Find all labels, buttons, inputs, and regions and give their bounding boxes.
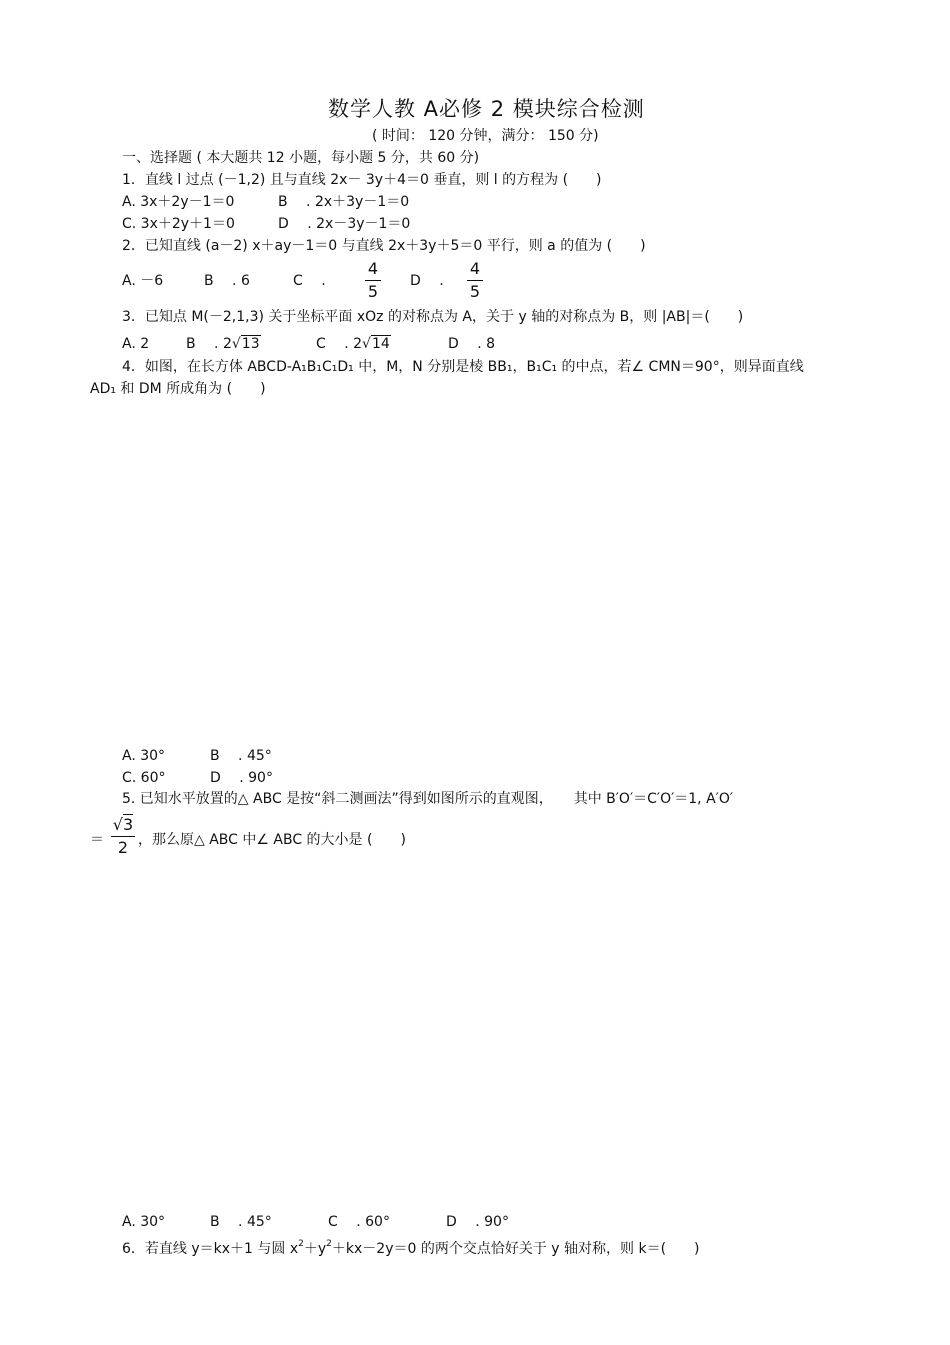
question-1-option-b: B . 2x＋3y－1＝0	[278, 194, 410, 210]
question-2-option-c-fraction	[365, 259, 381, 302]
question-4-option-b: B . 45°	[210, 748, 272, 764]
question-4-stem-line2: AD₁ 和 DM 所成角为 ( )	[90, 381, 266, 397]
question-2-option-c: C .	[293, 273, 326, 289]
question-1-option-c: C. 3x＋2y＋1＝0	[122, 216, 235, 232]
question-5-option-b: B . 45°	[210, 1214, 272, 1230]
option-b-prefix: B . 2	[186, 336, 232, 352]
question-1-option-d: D . 2x－3y－1＝0	[278, 216, 411, 232]
sqrt-radicand: 14	[371, 336, 390, 352]
fraction-bar	[365, 280, 381, 281]
question-1-option-a: A. 3x＋2y－1＝0	[122, 194, 235, 210]
sqrt-14: √14	[362, 336, 390, 352]
question-3-option-a: A. 2	[122, 336, 150, 352]
question-2-option-a: A. －6	[122, 273, 164, 289]
question-3-option-c	[316, 335, 391, 353]
question-4-option-c: C. 60°	[122, 770, 166, 786]
page-title: 数学人教 A必修 2 模块综合检测	[328, 97, 645, 121]
question-5-option-c: C . 60°	[328, 1214, 390, 1230]
superscript: 2	[326, 1239, 332, 1249]
fraction-bar	[111, 836, 135, 837]
question-3-stem: 3．已知点 M(－2,1,3) 关于坐标平面 xOz 的对称点为 A，关于 y 轴的对称点为 B，则 |AB|＝( )	[122, 309, 744, 325]
section-heading: 一、选择题 ( 本大题共 12 小题，每小题 5 分，共 60 分)	[122, 150, 480, 166]
stem-part: 6．若直线 y＝kx＋1 与圆 x	[122, 1241, 299, 1257]
sqrt-13: √13	[231, 336, 260, 352]
sqrt-radicand: 3	[123, 815, 134, 834]
question-5-option-d: D . 90°	[446, 1214, 509, 1230]
fraction-denominator: 5	[367, 282, 379, 301]
question-5-equals: ＝	[90, 832, 104, 848]
question-2-option-b: B . 6	[204, 273, 250, 289]
fraction-numerator: √3	[112, 815, 134, 834]
question-6-stem	[122, 1235, 700, 1258]
fraction-denominator: 5	[469, 282, 481, 301]
stem-part: ＋y	[303, 1241, 327, 1257]
question-3-option-d: D . 8	[448, 336, 496, 352]
fraction-numerator: 4	[469, 259, 481, 278]
question-5-stem-line2: ，那么原△ ABC 中∠ ABC 的大小是 ( )	[138, 832, 406, 848]
question-4-stem-line1: 4．如图，在长方体 ABCD-A₁B₁C₁D₁ 中，M，N 分别是棱 BB₁，B₁C₁ 的中点，若∠ CMN＝90°，则异面直线	[122, 359, 804, 375]
fraction-denominator: 2	[117, 838, 129, 857]
question-5-option-a: A. 30°	[122, 1214, 166, 1230]
question-2-option-d: D .	[410, 273, 444, 289]
fraction-bar	[467, 280, 483, 281]
option-c-prefix: C . 2	[316, 336, 363, 352]
question-5-fraction	[111, 815, 135, 858]
superscript: 2	[298, 1239, 304, 1249]
question-2-stem: 2．已知直线 (a－2) x＋ay－1＝0 与直线 2x＋3y＋5＝0 平行，则 a 的值为 ( )	[122, 238, 646, 254]
stem-part: ＋kx－2y＝0 的两个交点恰好关于 y 轴对称，则 k＝( )	[331, 1241, 700, 1257]
question-4-option-a: A. 30°	[122, 748, 166, 764]
fraction-numerator: 4	[367, 259, 379, 278]
exam-info: ( 时间： 120 分钟，满分： 150 分)	[372, 128, 599, 144]
question-4-option-d: D . 90°	[210, 770, 273, 786]
question-2-option-d-fraction	[467, 259, 483, 302]
question-1-stem: 1．直线 l 过点 (－1,2) 且与直线 2x－ 3y＋4＝0 垂直，则 l 的方程为 ( )	[122, 172, 602, 188]
question-5-stem-line1: 5. 已知水平放置的△ ABC 是按“斜二测画法”得到如图所示的直观图， 其中 B′O′＝C′O′＝1, A′O′	[122, 791, 734, 807]
sqrt-radicand: 13	[241, 336, 260, 352]
question-3-option-b	[186, 335, 261, 353]
